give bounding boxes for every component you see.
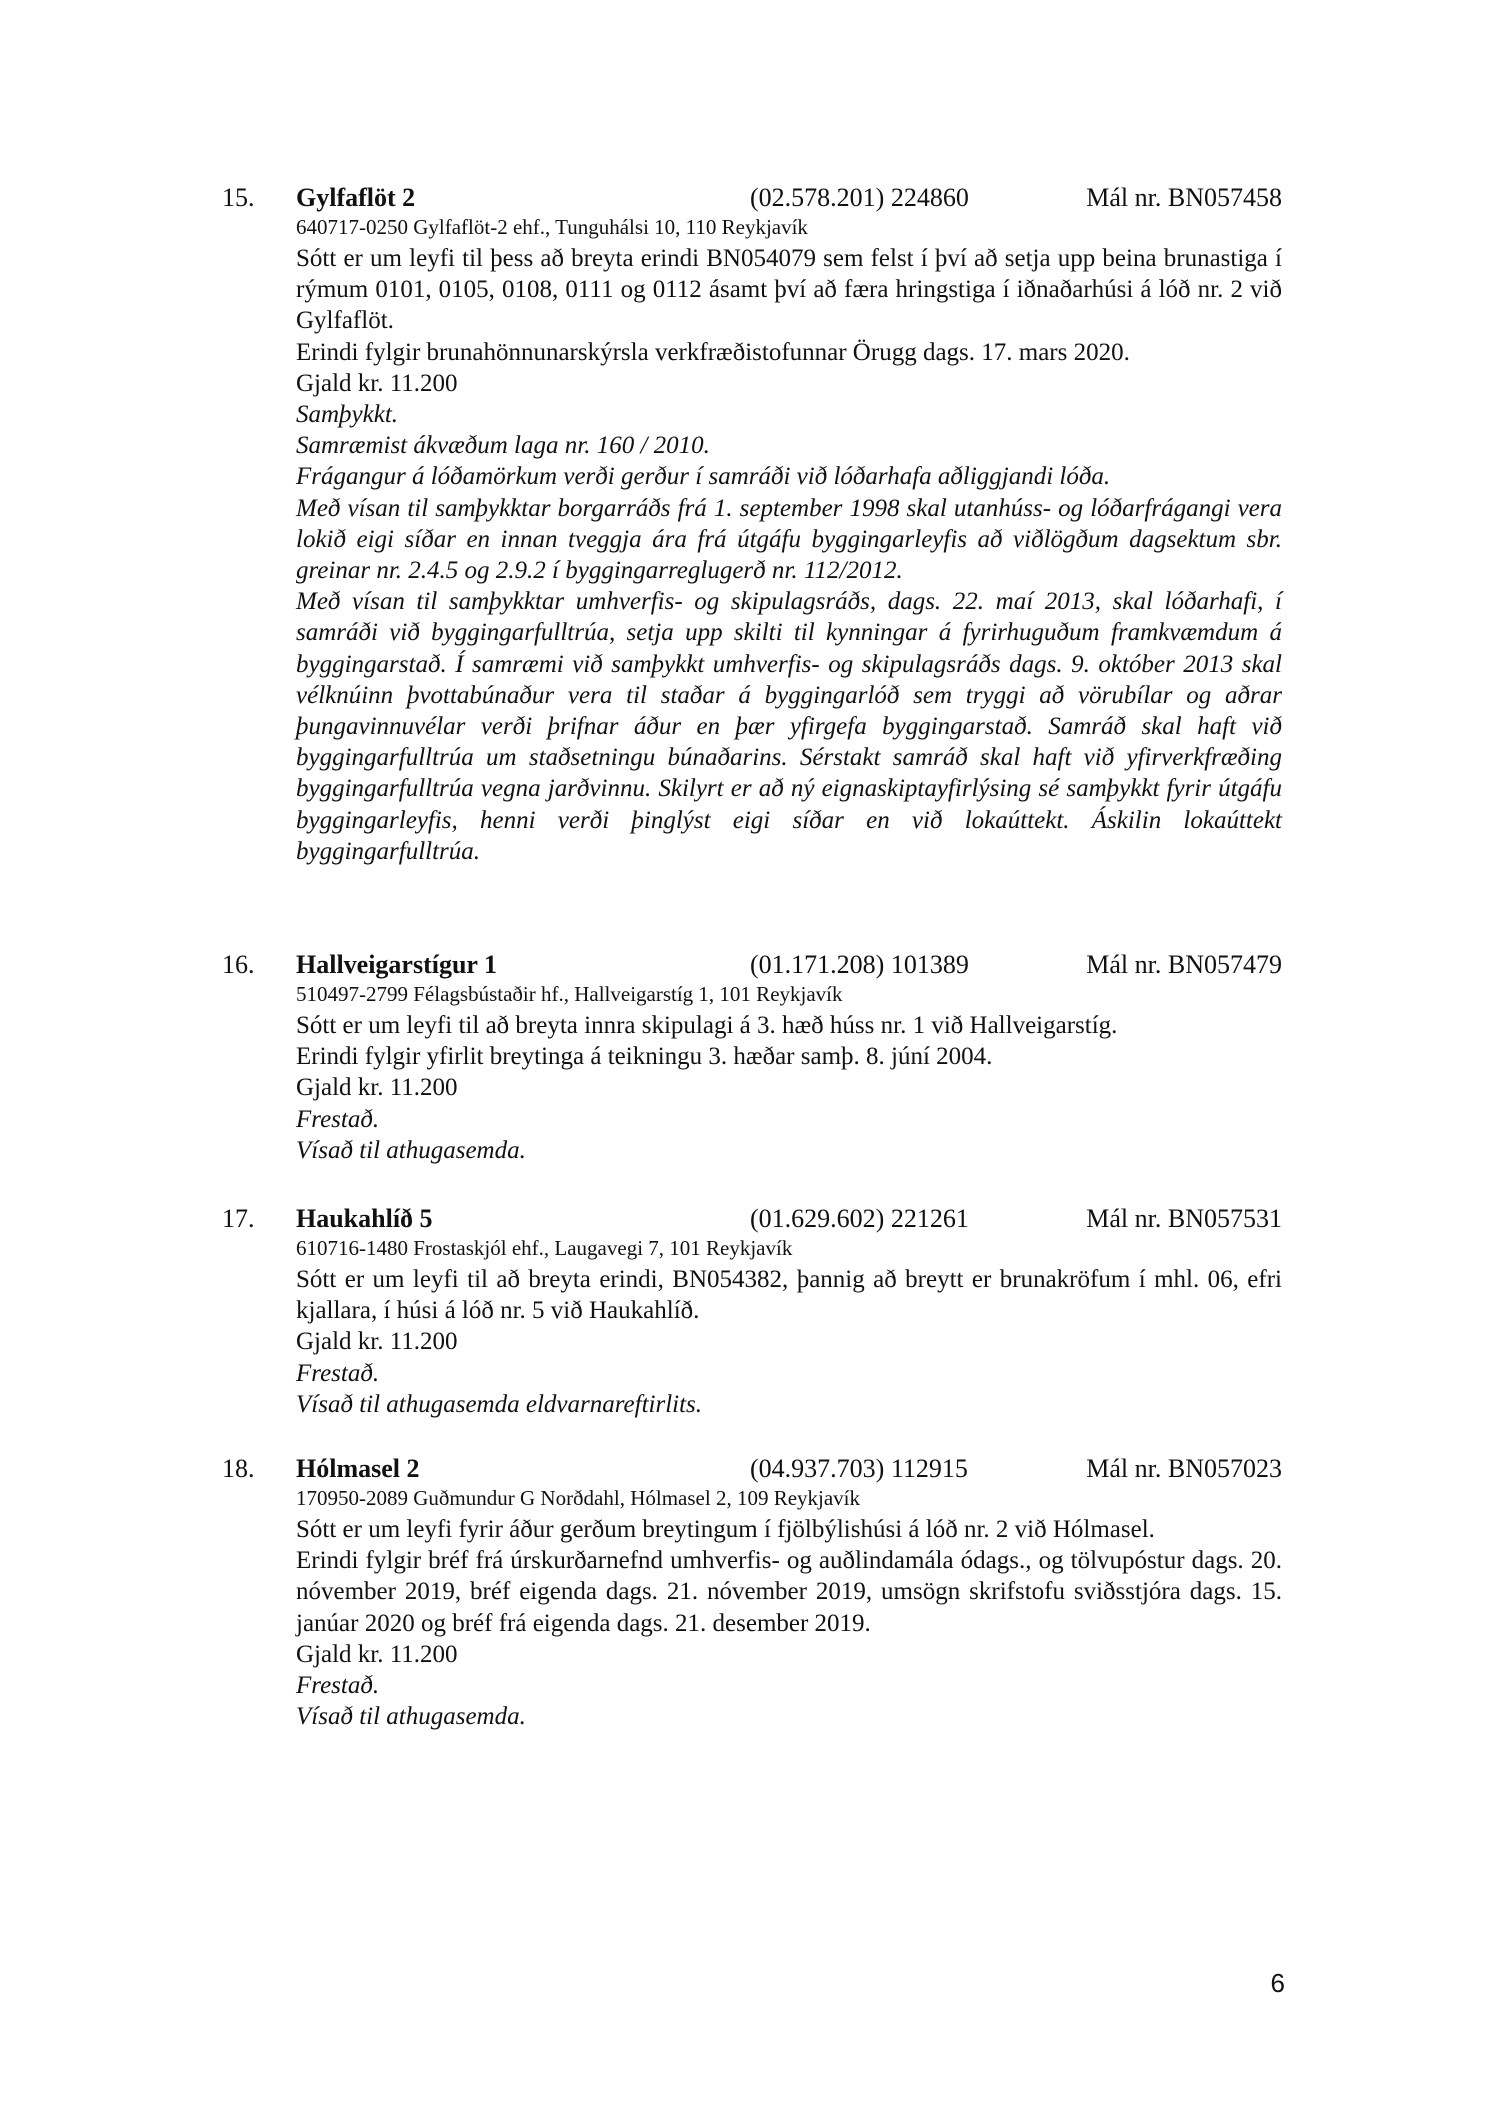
application-text: Sótt er um leyfi til þess að breyta erindi BN054079 sem felst í því að setja upp beina brunastiga í rýmum 0101, 0105, 0108, 0111 og 0112 ásamt því að færa hringstiga í iðnaðarhúsi á lóð nr. 2 við Gylfaflöt.	[296, 245, 1282, 335]
entry-18	[222, 1452, 1282, 1732]
property-name: Haukahlíð 5	[296, 1204, 433, 1233]
property-reference: (04.937.703) 112915	[750, 1454, 968, 1483]
page-number: 6	[1270, 1968, 1285, 1998]
application-text: Sótt er um leyfi fyrir áður gerðum breytingum í fjölbýlishúsi á lóð nr. 2 við Hólmasel.	[296, 1516, 1155, 1543]
entry-number: 18.	[222, 1454, 255, 1483]
entry-17	[222, 1202, 1282, 1420]
decision-text: Frestað.	[296, 1672, 380, 1700]
property-reference: (01.629.602) 221261	[750, 1204, 969, 1233]
property-reference: (02.578.201) 224860	[750, 183, 969, 212]
decision-text: Samræmist ákvæðum laga nr. 160 / 2010.	[296, 432, 710, 460]
fee-line: Gjald kr. 11.200	[296, 1328, 458, 1356]
decision-text: Með vísan til samþykktar umhverfis- og skipulagsráðs, dags. 22. maí 2013, skal lóðarhafi, í samráði við byggingarfulltrúa, setja upp skilti til kynningar á fyrirhuguðum framkvæmdum á byggingarstað. Í samræmi við samþykkt umhverfis- og skipulagsráðs dags. 9. október 2013 skal vélknúinn þvottabúnaður vera til staðar á byggingarlóð sem tryggi að vörubílar og aðrar þungavinnuvélar verði þrifnar áður en þær yfirgefa byggingarstað. Samráð skal haft við byggingarfulltrúa um staðsetningu búnaðarins. Sérstakt samráð skal haft við yfirverkfræðing byggingarfulltrúa vegna jarðvinnu. Skilyrt er að ný eignaskiptayfirlýsing sé samþykkt fyrir útgáfu byggingarleyfis, henni verði þinglýst eigi síðar en við lokaúttekt. Áskilin lokaúttekt byggingarfulltrúa.	[296, 588, 1282, 865]
application-text: Sótt er um leyfi til að breyta erindi, BN054382, þannig að breytt er brunakröfum í mhl. 06, efri kjallara, í húsi á lóð nr. 5 við Haukahlíð.	[296, 1266, 1282, 1325]
applicant-line: 610716-1480 Frostaskjól ehf., Laugavegi 7, 101 Reykjavík	[296, 1236, 793, 1260]
decision-text: Vísað til athugasemda.	[296, 1136, 526, 1164]
application-text: Sótt er um leyfi til að breyta innra skipulagi á 3. hæð húss nr. 1 við Hallveigarstíg.	[296, 1012, 1118, 1039]
case-number: Mál nr. BN057531	[1086, 1204, 1282, 1233]
fee-line: Gjald kr. 11.200	[296, 1640, 458, 1668]
entry-number: 15.	[222, 183, 255, 212]
property-reference: (01.171.208) 101389	[750, 950, 969, 979]
decision-text: Vísað til athugasemda.	[296, 1703, 526, 1731]
decision-text: Frágangur á lóðamörkum verði gerður í samráði við lóðarhafa aðliggjandi lóða.	[296, 463, 1111, 491]
entry-header	[222, 948, 1282, 982]
entry-15	[222, 181, 1282, 867]
decision-text: Samþykkt.	[296, 401, 399, 429]
case-number: Mál nr. BN057479	[1086, 950, 1282, 979]
entry-header	[222, 1202, 1282, 1236]
entry-body	[296, 980, 1282, 1166]
entry-body	[296, 1484, 1282, 1732]
entry-16	[222, 948, 1282, 1166]
entry-number: 17.	[222, 1204, 255, 1233]
property-name: Hólmasel 2	[296, 1454, 420, 1483]
applicant-line: 640717-0250 Gylfaflöt-2 ehf., Tunguhálsi 10, 110 Reykjavík	[296, 215, 808, 239]
fee-line: Gjald kr. 11.200	[296, 1074, 458, 1102]
case-number: Mál nr. BN057023	[1086, 1454, 1282, 1483]
attachment-text: Erindi fylgir bréf frá úrskurðarnefnd umhverfis- og auðlindamála ódags., og tölvupóstur dags. 20. nóvember 2019, bréf eigenda dags. 21. nóvember 2019, umsögn skrifstofu sviðsstjóra dags. 15. janúar 2020 og bréf frá eigenda dags. 21. desember 2019.	[296, 1547, 1282, 1637]
case-number: Mál nr. BN057458	[1086, 183, 1282, 212]
fee-line: Gjald kr. 11.200	[296, 369, 458, 397]
entry-header	[222, 1452, 1282, 1486]
entry-body	[296, 1234, 1282, 1420]
decision-text: Frestað.	[296, 1359, 380, 1387]
decision-text: Með vísan til samþykktar borgarráðs frá 1. september 1998 skal utanhúss- og lóðarfrágangi vera lokið eigi síðar en innan tveggja ára frá útgáfu byggingarleyfis að viðlögðum dagsektum sbr. greinar nr. 2.4.5 og 2.9.2 í byggingarreglugerð nr. 112/2012.	[296, 494, 1282, 585]
applicant-line: 510497-2799 Félagsbústaðir hf., Hallveigarstíg 1, 101 Reykjavík	[296, 982, 843, 1006]
decision-text: Vísað til athugasemda eldvarnareftirlits.	[296, 1390, 703, 1418]
property-name: Hallveigarstígur 1	[296, 950, 498, 979]
entry-number: 16.	[222, 950, 255, 979]
decision-text: Frestað.	[296, 1105, 380, 1133]
attachment-text: Erindi fylgir yfirlit breytinga á teikningu 3. hæðar samþ. 8. júní 2004.	[296, 1043, 993, 1071]
property-name: Gylfaflöt 2	[296, 183, 416, 212]
entry-body	[296, 213, 1282, 867]
applicant-line: 170950-2089 Guðmundur G Norðdahl, Hólmasel 2, 109 Reykjavík	[296, 1486, 861, 1510]
attachment-text: Erindi fylgir brunahönnunarskýrsla verkfræðistofunnar Örugg dags. 17. mars 2020.	[296, 338, 1130, 366]
entry-header	[222, 181, 1282, 215]
